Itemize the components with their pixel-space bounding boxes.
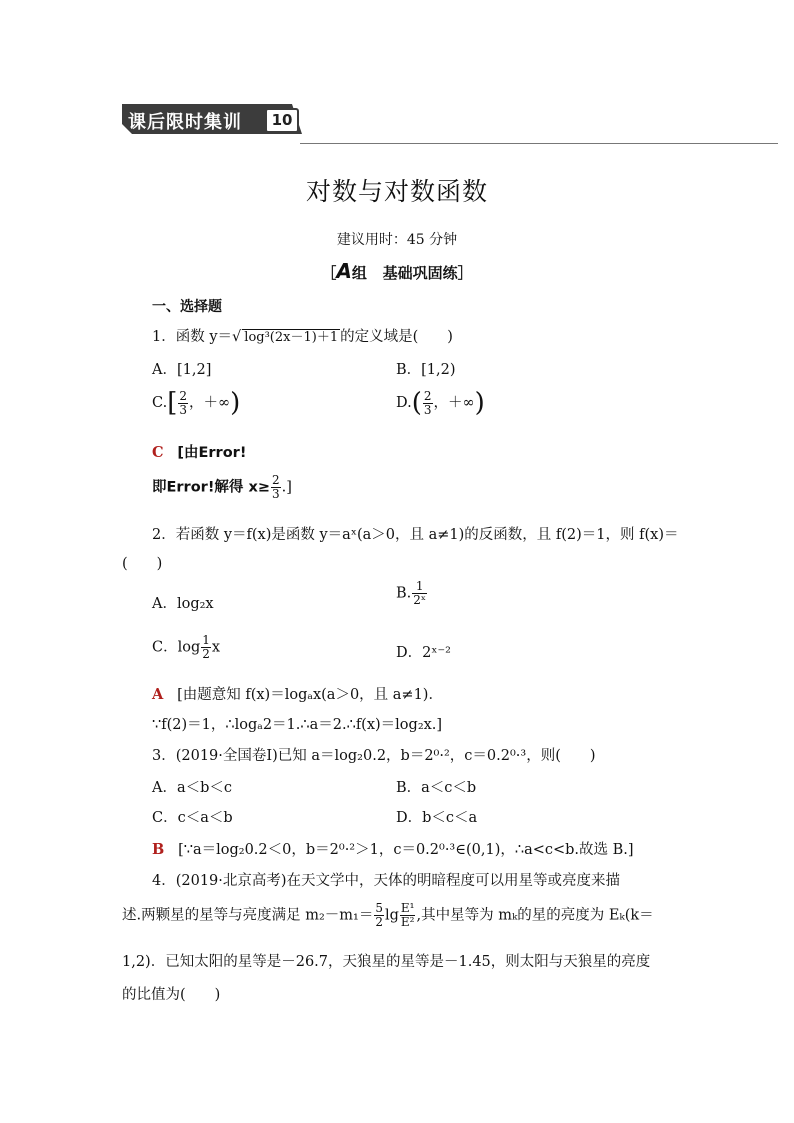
q2-c-post: x <box>211 639 221 656</box>
q2-stem-line1: 2．若函数 y＝f(x)是函数 y＝aˣ(a＞0，且 a≠1)的反函数，且 f(2)＝1，则 f(x)＝ <box>152 527 679 543</box>
fraction <box>400 902 416 929</box>
numerator: E¹ <box>400 901 415 915</box>
group-suffix: 组 <box>351 264 367 282</box>
fraction <box>412 580 427 607</box>
q4-stem-line3: 1,2)．已知太阳的星等是－26.7，天狼星的星等是－1.45，则太阳与天狼星的亮度 <box>122 954 651 970</box>
fraction <box>271 474 281 501</box>
fraction <box>201 634 211 661</box>
numerator: 2 <box>179 388 187 403</box>
banner-label: 课后限时集训 <box>128 112 242 133</box>
q1-d-tail: ，＋∞ <box>433 395 475 411</box>
q2-c-pre: C．log <box>152 639 201 656</box>
banner-number: 10 <box>265 108 299 133</box>
fraction <box>178 390 188 417</box>
fraction <box>423 390 433 417</box>
open-paren: ( <box>411 388 422 418</box>
q2-stem-line2: ( ) <box>122 556 163 572</box>
fraction <box>374 902 384 929</box>
q1-radicand: log³(2x－1)＋1 <box>244 330 339 345</box>
q4-line2-post: ,其中星等为 mₖ的星的亮度为 Eₖ(k＝ <box>416 907 654 924</box>
q1-option-c <box>152 388 240 418</box>
q1-answer-letter: C <box>152 444 164 461</box>
q1-c-tail: ，＋∞ <box>188 395 231 411</box>
denominator: E² <box>400 915 415 929</box>
group-heading <box>0 259 794 283</box>
q3-stem: 3．(2019·全国卷Ⅰ)已知 a＝log₂0.2，b＝2⁰·²，c＝0.2⁰·³，则( ) <box>152 748 596 764</box>
q3-option-c: C．c＜a＜b <box>152 810 233 826</box>
q4-stem-line2 <box>122 902 654 929</box>
group-letter: A <box>336 259 352 283</box>
denominator: 3 <box>271 487 280 501</box>
numerator: 1 <box>412 580 427 594</box>
q4-stem-line4: 的比值为( ) <box>122 987 221 1003</box>
q1-solution-line2 <box>152 474 292 501</box>
q2-solution-line2: ∵f(2)＝1，∴logₐ2＝1.∴a＝2.∴f(x)＝log₂x.] <box>152 717 443 733</box>
q1-c-label: C. <box>152 395 168 411</box>
numerator: 5 <box>375 901 383 915</box>
denominator: 3 <box>423 402 432 417</box>
q3-option-d: D．b＜c＜a <box>396 810 478 826</box>
q2-sol1: [由题意知 f(x)＝logₐx(a＞0，且 a≠1)． <box>177 687 443 703</box>
sqrt-symbol: √ <box>232 329 242 345</box>
q1-option-b: B．[1,2) <box>396 362 456 378</box>
close-paren: ) <box>474 388 485 418</box>
q3-option-a: A．a＜b＜c <box>152 780 233 796</box>
q1-stem <box>152 325 453 346</box>
q2-option-a: A．log₂x <box>152 596 214 612</box>
close-paren: ) <box>230 388 241 418</box>
q2-option-d: D．2ˣ⁻² <box>396 645 451 661</box>
open-bracket: [ <box>167 388 178 418</box>
chapter-banner <box>122 104 302 140</box>
lg-symbol: lg <box>384 907 399 924</box>
q3-solution <box>152 838 634 859</box>
q1-solution-line1 <box>152 441 246 462</box>
q4-line2-pre: 述.两颗星的星等与亮度满足 m₂－m₁＝ <box>122 907 374 924</box>
group-close-bracket: ］ <box>457 264 473 282</box>
denominator: 2ˣ <box>413 593 426 607</box>
section-heading: 一、选择题 <box>152 299 222 315</box>
page-title: 对数与对数函数 <box>305 177 488 206</box>
q4-stem-line1: 4．(2019·北京高考)在天文学中，天体的明暗程度可以用星等或亮度来描 <box>152 873 621 889</box>
denominator: 3 <box>179 402 187 417</box>
numerator: 1 <box>202 633 210 647</box>
q2-option-c <box>152 634 220 661</box>
denominator: 2 <box>202 647 210 661</box>
q1-sol1: [由Error! <box>177 445 247 461</box>
q3-answer-letter: B <box>152 841 165 858</box>
suggested-time: 建议用时：45 分钟 <box>336 232 458 248</box>
q3-sol: [∵a＝log₂0.2＜0，b＝2⁰·²＞1，c＝0.2⁰·³∈(0,1)，∴a<c<b.故选 B.] <box>178 842 634 858</box>
q1-prefix: 1．函数 y＝ <box>152 329 233 345</box>
q1-d-label: D. <box>396 395 412 411</box>
numerator: 2 <box>423 388 432 403</box>
q2-option-b <box>396 580 428 607</box>
q1-option-d <box>396 388 485 418</box>
group-open-bracket: ［ <box>321 264 337 282</box>
header-rule <box>300 143 778 144</box>
q2-b-label: B. <box>396 585 412 602</box>
q1-suffix: 的定义域是( ) <box>340 329 453 345</box>
q1-sol2-post: .] <box>281 479 292 496</box>
denominator: 2 <box>375 915 383 929</box>
group-name: 基础巩固练 <box>382 264 458 282</box>
q1-option-a: A．[1,2] <box>152 362 212 378</box>
q2-solution-line1 <box>152 683 443 704</box>
q1-sol2-pre: 即Error!解得 x≥ <box>152 479 270 496</box>
q2-answer-letter: A <box>152 686 164 703</box>
q3-option-b: B．a＜c＜b <box>396 780 477 796</box>
numerator: 2 <box>271 473 280 487</box>
